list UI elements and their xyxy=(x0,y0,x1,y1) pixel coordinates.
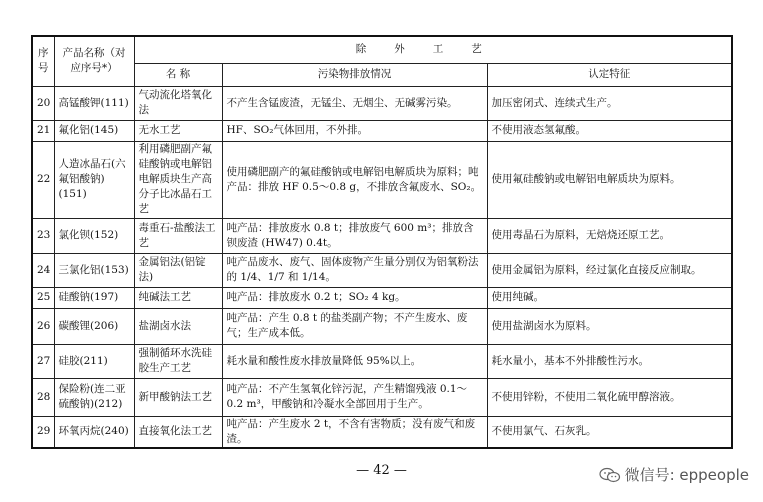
row-product: 环氧丙烷(240) xyxy=(54,416,134,448)
header-no: 序号 xyxy=(32,36,54,86)
row-no: 27 xyxy=(32,344,54,378)
process-table xyxy=(31,35,733,449)
table-row xyxy=(32,253,732,287)
table-row xyxy=(32,120,732,141)
table-row xyxy=(32,86,732,120)
row-criteria: 使用盐湖卤水为原料。 xyxy=(487,308,732,344)
row-name: 毒重石-盐酸法工艺 xyxy=(134,218,222,253)
row-pollutant: HF、SO₂气体回用，不外排。 xyxy=(222,120,487,141)
row-pollutant: 吨产品：产生废水 2 t，不含有害物质；没有废气和废渣。 xyxy=(222,416,487,448)
wechat-icon xyxy=(599,467,621,483)
row-product: 三氯化铝(153) xyxy=(54,253,134,287)
header-criteria: 认定特征 xyxy=(487,63,732,86)
row-product: 高锰酸钾(111) xyxy=(54,86,134,120)
row-product: 氯化钡(152) xyxy=(54,218,134,253)
row-name: 气动流化塔氧化法 xyxy=(134,86,222,120)
row-criteria: 耗水量小，基本不外排酸性污水。 xyxy=(487,344,732,378)
row-criteria: 使用氟硅酸钠或电解铝电解质块为原料。 xyxy=(487,141,732,218)
watermark xyxy=(599,464,749,485)
page-number: — 42 — xyxy=(356,463,407,478)
row-pollutant: 耗水量和酸性废水排放量降低 95%以上。 xyxy=(222,344,487,378)
row-product: 硅胶(211) xyxy=(54,344,134,378)
row-pollutant: 吨产品：排放废水 0.2 t；SO₂ 4 kg。 xyxy=(222,287,487,308)
row-pollutant: 吨产品废水、废气、固体废物产生量分别仅为铝氧粉法的 1/4、1/7 和 1/14。 xyxy=(222,253,487,287)
row-name: 纯碱法工艺 xyxy=(134,287,222,308)
row-no: 24 xyxy=(32,253,54,287)
row-criteria: 不使用氯气、石灰乳。 xyxy=(487,416,732,448)
row-no: 23 xyxy=(32,218,54,253)
row-no: 26 xyxy=(32,308,54,344)
watermark-text: 微信号: eppeople xyxy=(624,466,749,484)
row-product: 保险粉(连二亚硫酸钠)(212) xyxy=(54,378,134,416)
row-product: 人造冰晶石(六氟铝酸钠)(151) xyxy=(54,141,134,218)
row-no: 22 xyxy=(32,141,54,218)
row-pollutant: 吨产品：产生 0.8 t 的盐类副产物；不产生废水、废气；生产成本低。 xyxy=(222,308,487,344)
header-product: 产品名称（对应序号*） xyxy=(54,36,134,86)
row-name: 盐湖卤水法 xyxy=(134,308,222,344)
row-criteria: 不使用锌粉，不使用二氧化硫甲醇溶液。 xyxy=(487,378,732,416)
header-process-group: 除外工艺 xyxy=(134,36,732,63)
row-pollutant: 不产生含锰废渣，无锰尘、无烟尘、无碱雾污染。 xyxy=(222,86,487,120)
row-product: 碳酸锂(206) xyxy=(54,308,134,344)
header-pollutant: 污染物排放情况 xyxy=(222,63,487,86)
row-criteria: 不使用液态氢氟酸。 xyxy=(487,120,732,141)
row-name: 无水工艺 xyxy=(134,120,222,141)
row-name: 利用磷肥副产氟硅酸钠或电解铝电解质块生产高分子比冰晶石工艺 xyxy=(134,141,222,218)
row-pollutant: 使用磷肥副产的氟硅酸钠或电解铝电解质块为原料；吨产品：排放 HF 0.5～0.8 g，不排放含氟废水、SO₂。 xyxy=(222,141,487,218)
row-criteria: 使用毒晶石为原料，无焙烧还原工艺。 xyxy=(487,218,732,253)
table-row xyxy=(32,344,732,378)
row-pollutant: 吨产品：排放废水 0.8 t；排放废气 600 m³；排放含钡废渣 (HW47) 0.4t。 xyxy=(222,218,487,253)
row-pollutant: 吨产品：不产生氢氧化锌污泥，产生精馏残液 0.1～0.2 m³，甲酸钠和冷凝水全部回用于生产。 xyxy=(222,378,487,416)
header-name: 名 称 xyxy=(134,63,222,86)
row-product: 硅酸钠(197) xyxy=(54,287,134,308)
row-criteria: 使用金属铝为原料，经过氯化直接反应制取。 xyxy=(487,253,732,287)
row-name: 金属铝法(铝锭法) xyxy=(134,253,222,287)
row-no: 25 xyxy=(32,287,54,308)
row-name: 强制循环水洗硅胶生产工艺 xyxy=(134,344,222,378)
row-name: 直接氧化法工艺 xyxy=(134,416,222,448)
row-no: 29 xyxy=(32,416,54,448)
row-name: 新甲酸钠法工艺 xyxy=(134,378,222,416)
row-product: 氟化铝(145) xyxy=(54,120,134,141)
table-row xyxy=(32,218,732,253)
row-no: 20 xyxy=(32,86,54,120)
table-row xyxy=(32,416,732,448)
row-no: 28 xyxy=(32,378,54,416)
row-no: 21 xyxy=(32,120,54,141)
row-criteria: 使用纯碱。 xyxy=(487,287,732,308)
table-row xyxy=(32,141,732,218)
row-criteria: 加压密闭式、连续式生产。 xyxy=(487,86,732,120)
table-row xyxy=(32,378,732,416)
table-row xyxy=(32,308,732,344)
table-row xyxy=(32,287,732,308)
